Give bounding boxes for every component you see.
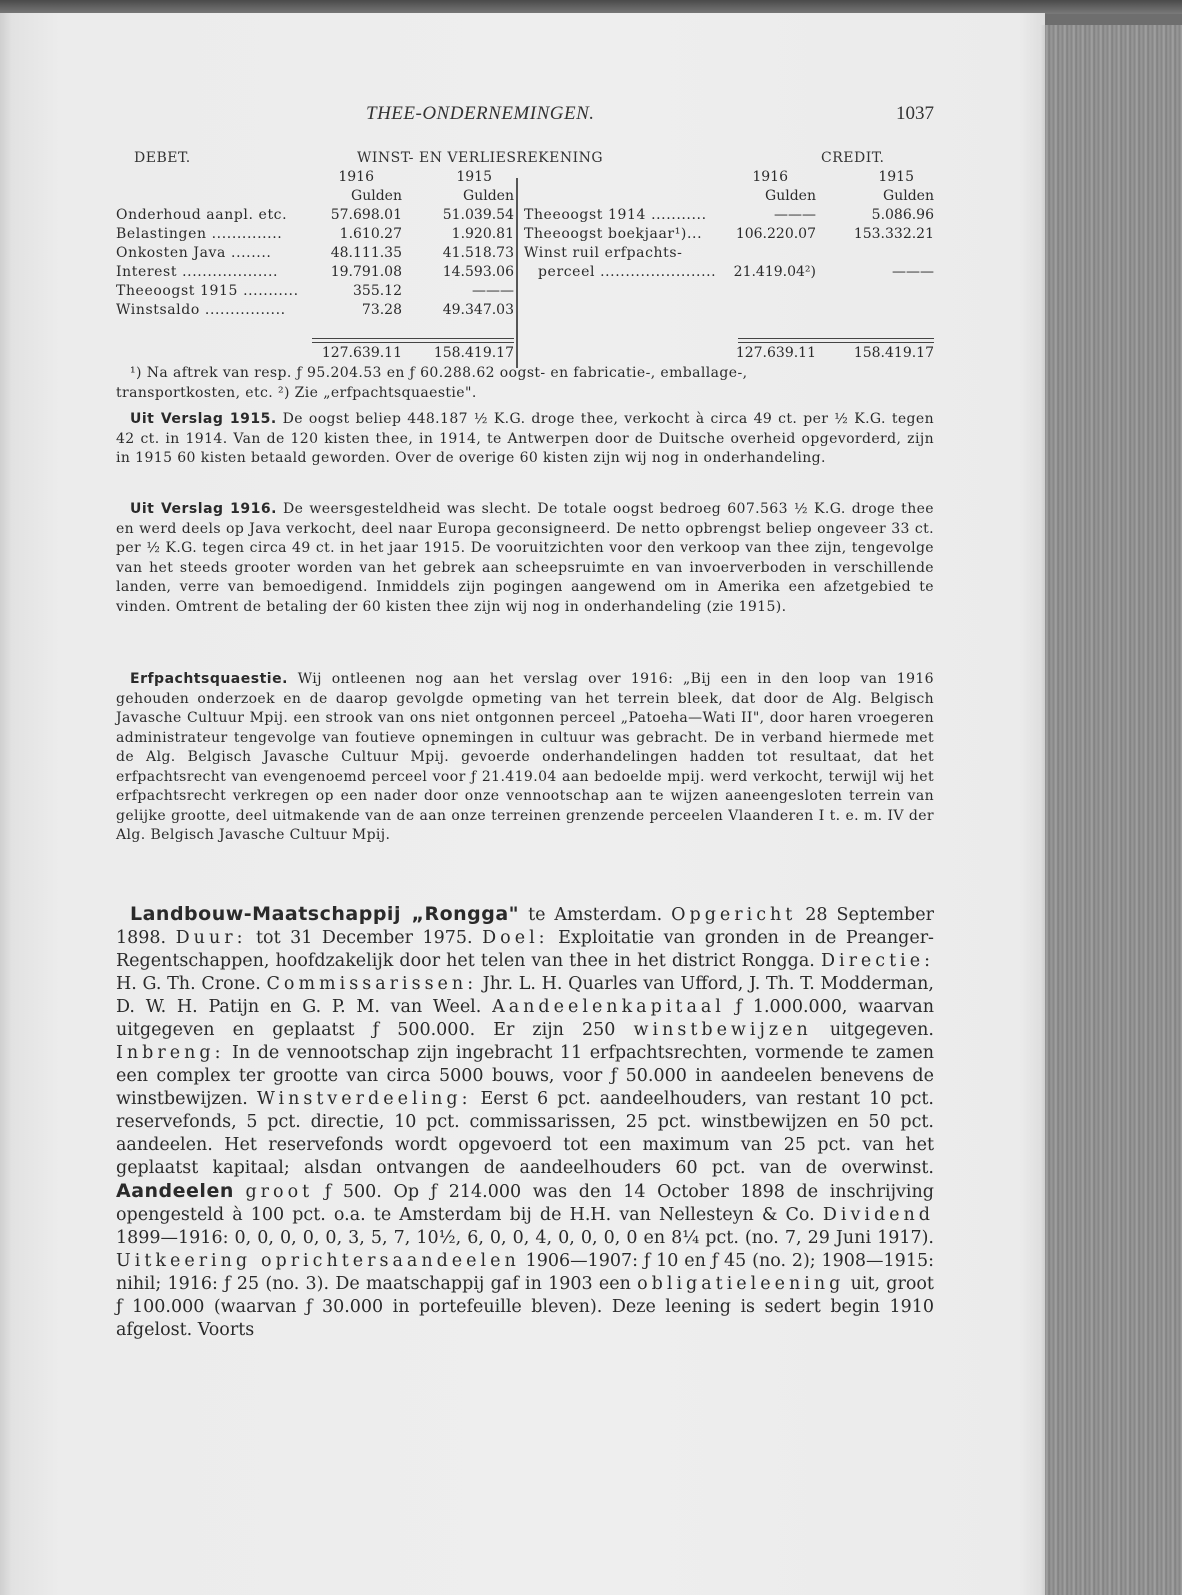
key-winstverdeeling: Winstverdeeling: bbox=[256, 1089, 472, 1109]
year-header-row: 1916 1915 bbox=[752, 169, 914, 185]
key-directie: Directie: bbox=[820, 951, 934, 971]
table-row: Onkosten Java ........ 48.111.35 41.518.73 bbox=[116, 245, 514, 261]
table-row: Theeoogst 1914 ........... ——— 5.086.96 bbox=[524, 207, 934, 223]
key-inbreng: Inbreng: bbox=[116, 1043, 225, 1063]
debit-label: DEBET. bbox=[134, 150, 191, 166]
section-text: De weersgesteldheid was slecht. De totale oogst bedroeg 607.563 ½ K.G. droge thee en werd deels op Java verkocht, deel naar Europa geconsigneerd. De netto opbrengst beliep ongeveer 33 ct. per ½ K.G. tegen circa 49 ct. in het jaar 1915. De vooruitzichten voor den verkoop van thee zijn, tengevolge van het steeds grooter worden van het gebrek aan scheepsruimte en van invoerverboden in verschillende landen, verre van bemoedigend. Inmiddels zijn pogingen aangewend om in Amerika een afzetgebied te vinden. Omtrent de betaling der 60 kisten thee zijn wij nog in onderhandeling (zie 1915). bbox=[116, 501, 934, 615]
key-duur: Duur: bbox=[175, 928, 247, 948]
section-heading: Uit Verslag 1916. bbox=[130, 501, 277, 517]
key-dividend: Dividend bbox=[822, 1205, 934, 1225]
unit-header-row: Gulden Gulden bbox=[765, 188, 934, 204]
key-winstbewijzen: winstbewijzen bbox=[633, 1020, 812, 1040]
footnotes bbox=[116, 364, 934, 403]
book-top-edge bbox=[0, 0, 1182, 14]
total-rule bbox=[738, 338, 934, 343]
table-row: Winst ruil erfpachts- bbox=[524, 245, 683, 261]
key-kapitaal: Aandeelenkapitaal bbox=[492, 997, 725, 1017]
page-number: 1037 bbox=[896, 103, 934, 124]
running-head bbox=[116, 103, 934, 127]
company-entry-rongga: Landbouw-Maatschappij „Rongga" te Amsterdam. Opgericht 28 September 1898. Duur: tot 31 December 1975. Doel: Exploitatie van gronden in de Preanger-Regentschappen, hoofdzakelijk door het telen van thee in het district Rongga. Directie: H. G. Th. Crone. Commissarissen: Jhr. L. H. Quarles van Ufford, J. Th. T. Modderman, D. W. H. Patijn en G. P. M. van Weel. Aandeelenkapitaal ƒ 1.000.000, waarvan uitgegeven en geplaatst ƒ 500.000. Er zijn 250 winstbewijzen uitgegeven. Inbreng: In de vennootschap zijn ingebracht 11 erfpachtsrechten, vormende te zamen een complex ter grootte van circa 5000 bouws, voor ƒ 50.000 in aandeelen benevens de winstbewijzen. Winstverdeeling: Eerst 6 pct. aandeelhouders, van restant 10 pct. reservefonds, 5 pct. directie, 10 pct. commissarissen, 25 pct. winstbewijzen en 50 pct. aandeelen. Het reservefonds wordt opgevoerd tot een maximum van 25 pct. van het geplaatst kapitaal; alsdan ontvangen de aandeelhouders 60 pct. van de overwinst. Aandeelen groot ƒ 500. Op ƒ 214.000 was den 14 October 1898 de inschrijving opengesteld à 100 pct. o.a. te Amsterdam bij de H.H. van Nellesteyn & Co. Dividend 1899—1916: 0, 0, 0, 0, 0, 3, 5, 7, 10½, 6, 0, 0, 4, 0, 0, 0, 0 en 8¼ pct. (no. 7, 29 Juni 1917). Uitkeering oprichtersaandeelen 1906—1907: ƒ 10 en ƒ 45 (no. 2); 1908—1915: nihil; 1916: ƒ 25 (no. 3). De maatschappij gaf in 1903 een obligatieleening uit, groot ƒ 100.000 (waarvan ƒ 30.000 in portefeuille bleven). Deze leening is sedert begin 1910 afgelost. Voorts bbox=[116, 903, 934, 1340]
key-commissarissen: Commissarissen: bbox=[266, 974, 478, 994]
section-text: De oogst beliep 448.187 ½ K.G. droge thee, verkocht à circa 49 ct. per ½ K.G. tegen 42 ct. in 1914. Van de 120 kisten thee, in 1914, te Antwerpen door de Duitsche overheid opgevorderd, zijn in 1915 60 kisten betaald geworden. Over de overige 60 kisten zijn wij nog in onderhandeling. bbox=[116, 411, 934, 466]
debit-column bbox=[116, 168, 514, 361]
total-rule bbox=[312, 338, 514, 343]
section-heading: Uit Verslag 1915. bbox=[130, 411, 277, 427]
key-doel: Doel: bbox=[482, 928, 549, 948]
section-heading: Erfpachtsquaestie. bbox=[130, 671, 288, 687]
table-row: Belastingen .............. 1.610.27 1.920.81 bbox=[116, 226, 514, 242]
table-row: Onderhoud aanpl. etc. 57.698.01 51.039.54 bbox=[116, 207, 514, 223]
key-opgericht: Opgericht bbox=[671, 905, 797, 925]
ledger-title: WINST- EN VERLIESREKENING bbox=[357, 150, 604, 166]
key-aandeelen: Aandeelen bbox=[116, 1180, 234, 1202]
credit-label: CREDIT. bbox=[821, 150, 885, 166]
table-row: Winstsaldo ................ 73.28 49.347.03 bbox=[116, 302, 514, 318]
footnote-1: ¹) Na aftrek van resp. ƒ 95.204.53 en ƒ 60.288.62 oogst- en fabricatie-, emballage-, bbox=[130, 365, 748, 381]
totals-row: 127.639.11 158.419.17 bbox=[735, 345, 934, 361]
table-row: Theeoogst boekjaar¹)... 106.220.07 153.332.21 bbox=[524, 226, 934, 242]
table-row: Theeoogst 1915 ........... 355.12 ——— bbox=[116, 283, 514, 299]
credit-column bbox=[524, 168, 934, 361]
table-row: Interest ................... 19.791.08 14.593.06 bbox=[116, 264, 514, 280]
key-obligatieleening: obligatieleening bbox=[637, 1274, 845, 1294]
section-text: Wij ontleenen nog aan het verslag over 1916: „Bij een in den loop van 1916 gehouden onderzoek en de daarop gevolgde opmeting van het terrein bleek, dat door de Alg. Belgisch Javasche Cultuur Mpij. een strook van ons niet ontgonnen perceel „Patoeha—Wati II", door haren vroegeren administrateur tengevolge van foutieve opnemingen in cultuur was gebracht. De in verband hiermede met de Alg. Belgisch Javasche Cultuur Mpij. gevoerde onderhandelingen hadden tot resultaat, dat het erfpachtsrecht van evengenoemd perceel voor ƒ 21.419.04 aan bedoelde mpij. werd verkocht, terwijl wij het erfpachtsrecht verkregen op een nader door onze vennootschap aan te wijzen aaneengesloten terrein van gelijke grootte, deel uitmakende van de aan onze terreinen grenzende perceelen Vlaanderen I t. e. m. IV der Alg. Belgisch Javasche Cultuur Mpij. bbox=[116, 671, 934, 843]
key-uitkeering: Uitkeering oprichtersaandeelen bbox=[116, 1251, 520, 1271]
footnote-2: transportkosten, etc. ²) Zie „erfpachtsquaestie". bbox=[116, 384, 477, 401]
table-row: perceel ....................... 21.419.04²) ——— bbox=[538, 264, 934, 280]
report-1915 bbox=[116, 410, 934, 469]
report-1916 bbox=[116, 500, 934, 617]
erfpacht-section bbox=[116, 670, 934, 846]
running-title: THEE-ONDERNEMINGEN. bbox=[366, 103, 595, 124]
year-header-row: 1916 1915 bbox=[338, 169, 492, 185]
company-name: Landbouw-Maatschappij „Rongga" bbox=[130, 903, 520, 925]
book-page-stack bbox=[1045, 25, 1182, 1595]
unit-header-row: Gulden Gulden bbox=[351, 188, 514, 204]
column-divider bbox=[516, 178, 518, 368]
totals-row: 127.639.11 158.419.17 bbox=[321, 345, 514, 361]
